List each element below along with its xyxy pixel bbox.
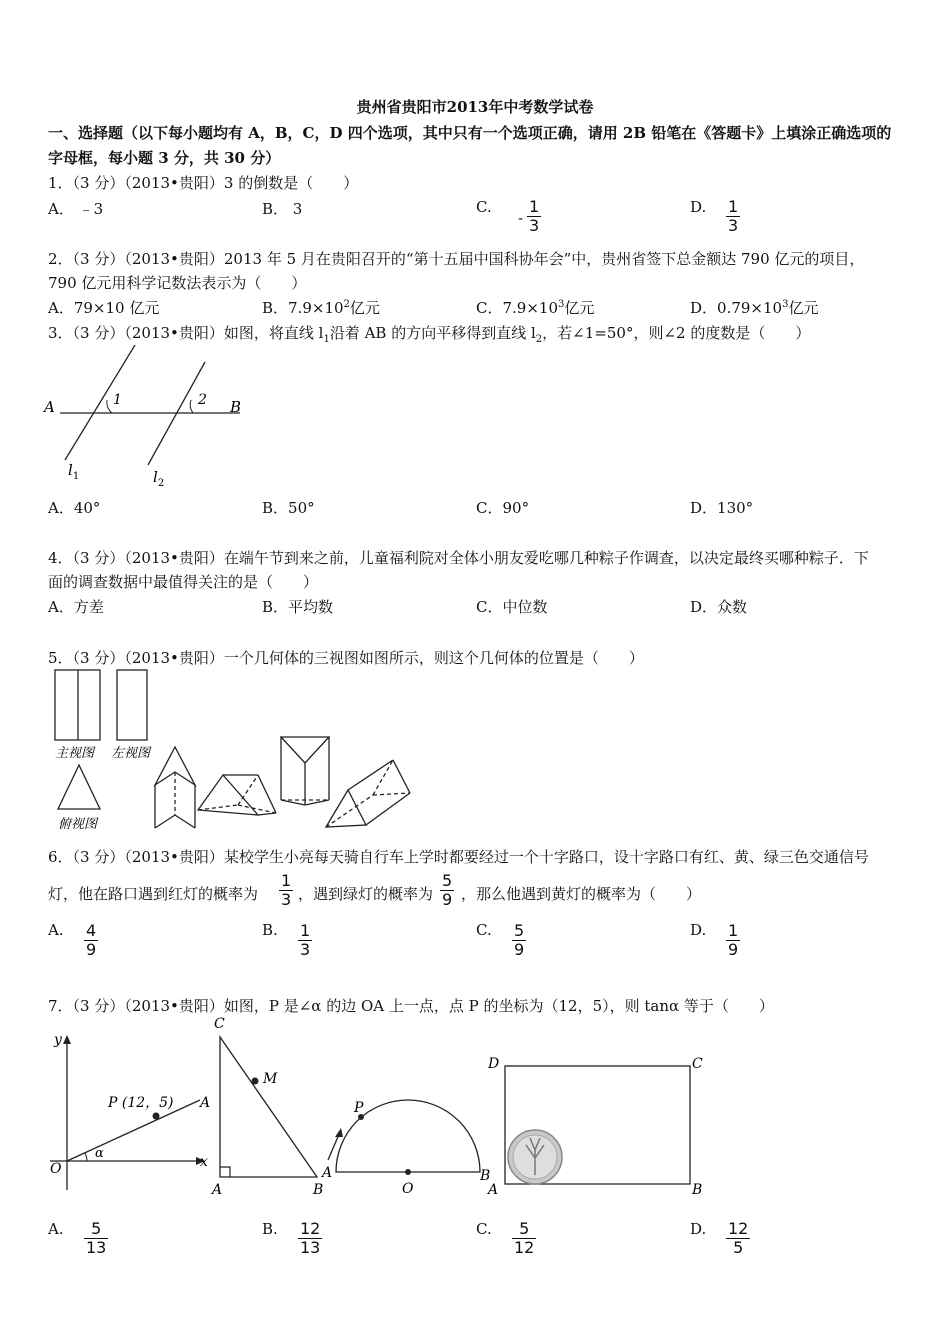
- label-l1: [68, 461, 79, 482]
- option-b-solid: [198, 775, 276, 815]
- q1-option-c-sign: -: [518, 209, 524, 227]
- q3-option-d: D．130°: [690, 499, 754, 517]
- q3-stem-sub1: 1: [323, 334, 330, 345]
- q7-option-c-fraction: [512, 1220, 536, 1257]
- q4-option-b: B．平均数: [262, 598, 334, 616]
- label-a: A: [44, 398, 55, 416]
- q2-option-b: [262, 297, 380, 318]
- q6-option-b-fraction: [298, 922, 312, 959]
- q6-a-numerator: 4: [86, 921, 97, 940]
- label-p: P: [354, 1100, 364, 1116]
- label-l2-letter: l: [153, 468, 158, 486]
- q4-option-d: D．众数: [690, 598, 748, 616]
- q5-figure: [48, 665, 488, 835]
- q1-stem: 1．（3 分）（2013•贵阳）3 的倒数是（ ）: [48, 174, 359, 192]
- y-axis-arrow: [63, 1035, 71, 1044]
- left-view-rect: [117, 670, 147, 740]
- point-m: [252, 1078, 259, 1085]
- q6-red-numerator: 1: [281, 871, 292, 890]
- top-view-label: 俯视图: [58, 817, 98, 832]
- label-m: M: [263, 1071, 278, 1087]
- q7-option-c-label: C.: [476, 1220, 492, 1238]
- q7-d-numerator: 12: [728, 1219, 749, 1238]
- alpha-arc: [85, 1153, 87, 1161]
- q3-figure: [40, 340, 260, 495]
- q2-c-exponent: 3: [558, 299, 565, 310]
- angle1-arc: [107, 400, 112, 413]
- label-angle2: 2: [198, 392, 207, 408]
- option-a-solid: [155, 747, 195, 828]
- q6-c-numerator: 5: [514, 921, 525, 940]
- q2-b-unit: 亿元: [349, 299, 380, 317]
- label-l1-letter: l: [68, 461, 73, 479]
- q6-option-a-label: A.: [48, 921, 64, 939]
- q3-option-b: B．50°: [262, 499, 315, 517]
- q2-b-base: B．7.9×10: [262, 299, 344, 317]
- q3-option-a: A．40°: [48, 499, 101, 517]
- label-o: O: [50, 1161, 62, 1177]
- q6-stem-line1: 6．（3 分）（2013•贵阳）某校学生小亮每天骑自行车上学时都要经过一个十字路口，设十字路口有红、黄、绿三色交通信号: [48, 848, 869, 866]
- motion-arrow-head: [335, 1128, 343, 1137]
- q1-c-denominator: 3: [529, 216, 540, 235]
- q4-stem-line2: 面的调查数据中最值得关注的是（ ）: [48, 573, 319, 591]
- q2-option-d: [690, 297, 818, 318]
- q7-b-denominator: 13: [300, 1238, 321, 1257]
- q6-option-c-label: C.: [476, 921, 492, 939]
- q2-stem-line1: 2．（3 分）（2013•贵阳）2013 年 5 月在贵阳召开的“第十五届中国科协年会”中，贵州省签下总金额达 790 亿元的项目，: [48, 250, 865, 268]
- line-l1: [65, 345, 135, 460]
- q7-a-numerator: 5: [84, 1220, 108, 1239]
- right-angle-mark: [220, 1167, 230, 1177]
- center-o: [405, 1169, 411, 1175]
- option-c-solid: [281, 737, 329, 805]
- label-a: A: [488, 1182, 499, 1198]
- q6-green-numerator: 5: [442, 871, 453, 890]
- q2-d-exponent: 3: [782, 299, 789, 310]
- q6-b-denominator: 3: [300, 940, 311, 959]
- label-alpha: α: [95, 1146, 104, 1161]
- q6-green-denominator: 9: [442, 890, 453, 909]
- q3-option-c: C．90°: [476, 499, 530, 517]
- q7-figure-semicircle: [318, 1090, 498, 1200]
- left-view-label: 左视图: [111, 746, 151, 761]
- q6-d-denominator: 9: [728, 940, 739, 959]
- label-angle1: 1: [113, 392, 122, 408]
- q7-c-denominator: 12: [514, 1238, 535, 1257]
- q2-d-base: D．0.79×10: [690, 299, 783, 317]
- q3-stem-pre: 3．（3 分）（2013•贵阳）如图，将直线 l: [48, 324, 324, 342]
- q7-option-b-fraction: [298, 1220, 322, 1257]
- q6-c-denominator: 9: [514, 940, 525, 959]
- label-b: B: [313, 1182, 324, 1198]
- q5-stem: 5．（3 分）（2013•贵阳）一个几何体的三视图如图所示，则这个几何体的位置是（ ）: [48, 649, 644, 667]
- q6-option-b-label: B.: [262, 921, 278, 939]
- label-a: A: [200, 1095, 211, 1111]
- label-x: x: [200, 1154, 208, 1170]
- q7-option-a-fraction: [84, 1220, 108, 1257]
- q7-option-a-label: A.: [48, 1220, 64, 1238]
- q2-option-a: A．79×10 亿元: [48, 299, 160, 317]
- q6-stem-line2a: 灯，他在路口遇到红灯的概率为: [48, 885, 259, 903]
- label-b: B: [230, 398, 242, 416]
- q7-b-numerator: 12: [300, 1219, 321, 1238]
- q3-stem-sub2: 2: [535, 334, 543, 345]
- q3-stem-post: ，若∠1=50°，则∠2 的度数是（ ）: [542, 324, 811, 342]
- q4-stem-line1: 4．（3 分）（2013•贵阳）在端午节到来之前，儿童福利院对全体小朋友爱吃哪几种粽子作调查，以决定最终买哪种粽子．下: [48, 549, 869, 567]
- q6-red-denominator: 3: [281, 890, 292, 909]
- q4-option-a: A．方差: [48, 598, 104, 616]
- label-b: B: [692, 1182, 703, 1198]
- q7-d-denominator: 5: [733, 1238, 744, 1257]
- q7-figure-rectangle: [488, 1050, 718, 1200]
- q1-option-d-label: D.: [690, 198, 707, 216]
- q1-option-c-label: C.: [476, 198, 492, 216]
- q7-figure-coordinate: [40, 1030, 215, 1200]
- angle2-arc: [190, 400, 193, 413]
- front-view-label: 主视图: [55, 746, 95, 761]
- q2-c-unit: 亿元: [564, 299, 595, 317]
- q7-option-d-fraction: [726, 1220, 750, 1257]
- q2-b-exponent: 2: [343, 299, 350, 310]
- triangle-abc: [220, 1037, 317, 1177]
- q4-option-c: C．中位数: [476, 598, 548, 616]
- q6-option-d-fraction: [726, 922, 740, 959]
- q7-option-b-label: B.: [262, 1220, 278, 1238]
- q6-option-c-fraction: [512, 922, 526, 959]
- q1-option-c-fraction: [527, 198, 541, 235]
- q2-option-c: [476, 297, 594, 318]
- top-view-triangle: [58, 765, 100, 809]
- q6-green-probability: [440, 872, 454, 909]
- q6-d-numerator: 1: [728, 921, 739, 940]
- section-header-line2: 字母框，每小题 3 分，共 30 分）: [48, 149, 281, 167]
- q1-option-a: A． ﹣3: [48, 200, 104, 218]
- q1-option-b: B． 3: [262, 200, 303, 218]
- q7-c-numerator: 5: [512, 1220, 536, 1239]
- q7-a-denominator: 13: [86, 1238, 107, 1257]
- label-d: D: [488, 1056, 500, 1072]
- point-p: [153, 1113, 160, 1120]
- q1-option-d-fraction: [726, 198, 740, 235]
- q7-stem: 7．（3 分）（2013•贵阳）如图，P 是∠α 的边 OA 上一点，点 P 的坐标为（12，5），则 tanα 等于（ ）: [48, 997, 774, 1015]
- label-a: A: [322, 1165, 333, 1181]
- q1-d-denominator: 3: [728, 216, 739, 235]
- q7-option-d-label: D.: [690, 1220, 707, 1238]
- q6-option-a-fraction: [84, 922, 98, 959]
- q6-option-d-label: D.: [690, 921, 707, 939]
- page-title: 贵州省贵阳市2013年中考数学试卷: [356, 98, 594, 116]
- q3-stem-mid: 沿着 AB 的方向平移得到直线 l: [329, 324, 536, 342]
- q7-figure-triangle: [205, 1012, 335, 1202]
- q1-c-numerator: 1: [529, 197, 540, 216]
- label-b: B: [480, 1168, 491, 1184]
- q2-c-base: C．7.9×10: [476, 299, 558, 317]
- label-l2: [153, 468, 164, 489]
- q1-d-numerator: 1: [728, 197, 739, 216]
- label-a: A: [212, 1182, 223, 1198]
- q2-stem-line2: 790 亿元用科学记数法表示为（ ）: [48, 274, 307, 292]
- q6-b-numerator: 1: [300, 921, 311, 940]
- section-header-line1: 一、选择题（以下每小题均有 A，B，C，D 四个选项，其中只有一个选项正确，请用 2B 铅笔在《答题卡》上填涂正确选项的: [48, 124, 892, 142]
- q6-stem-line2c: ，那么他遇到黄灯的概率为（ ）: [461, 885, 702, 903]
- label-o: O: [402, 1181, 414, 1197]
- label-p: P (12，5): [108, 1095, 174, 1111]
- option-d-solid: [326, 760, 410, 827]
- q2-d-unit: 亿元: [788, 299, 819, 317]
- label-y: y: [54, 1032, 62, 1048]
- label-l2-sub: 2: [157, 478, 165, 489]
- q6-a-denominator: 9: [86, 940, 97, 959]
- label-c: C: [214, 1016, 225, 1032]
- q6-stem-line2b: ，遇到绿灯的概率为: [298, 885, 434, 903]
- label-l1-sub: 1: [72, 471, 80, 482]
- q6-red-probability: [279, 872, 293, 909]
- label-c: C: [692, 1056, 703, 1072]
